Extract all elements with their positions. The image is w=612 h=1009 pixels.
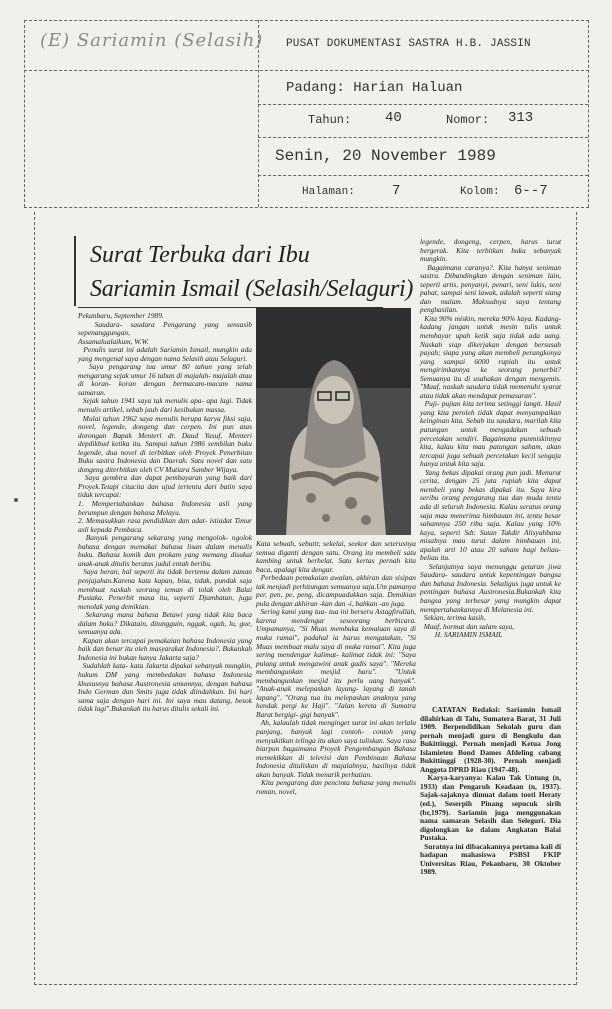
article-column-3: legende, dongeng, cerpen, harus turut bergerak. Kita terbitkan buku sebanyak mungkin. Bagaimana caranya?. Kita hanya seniman sastra. Dibandingkan dengan seniman lain, seperti artis, penyanyi, penari, seni lukis, seni pahat, sampai seni lawak, adalah seperti siang dan malam. Maksudnya saya tentang penghasilan. Kita 90% miskin, mereka 90% kaya. Kadang- kadang jangan untuk mesin tulis untuk membayar upah ketik saja tidak ada uang. Naskah siap dikerjakan dengan bersusah payah; siapa yang akan membeli perangkonya yang sampai 6000 rupiah itu untuk mengirimkannya ke seorang penerbit? Semuanya itu di usahakan dengan mengemis. "Maaf, naskah saudara tidak memenuhi syarat atau tidak akan mendapat pemasaran". Puji- pujian kita terima setinggi langit. Hasil yang kita peroleh tidak dapat menyampaikan keinginan kita. Sebab itu saudara, marilah kita patungan untuk mengadakan sebuah percetakan sendiri. Bagaimana punmiskinnya kita, kalau kita mau patungan saham, akan tercapai juga sebuah percetakan kecil sengaja hanya untuk kita saja. Yang bekas dipakai orang pun jadi. Menurut cerita, dengan 25 juta rupiah kita dapat membeli yang bekas dipakai itu. Saya kira seribu orang pengarang tua dan muda tentu ada di seluruh Indonesia. Kalau seratus orang saja mau menerima himbauan ini, tentu besar sahamnya 250 ribu saja. Kalau yang 10% kaya, seperti Sdr. Sutan Takdir Alisyahbana misalnya mau turut dalam himbauan ini, apalah arti 10 atau 20 saham bagi beliau- beliau itu. Selanjutnya saya menunggu getaran jiwa Saudara- saudara untuk kepentingan bangsa dan bahasa Indonesia. Sekaligus juga untuk ke pentingan bahasa Austronesia.Bukankah kita bangsa yang terbesar yang mungkin dapat mempertahankannya di Melanesia ini. Sekian, terima kasih, Maaf, hormat dan salam saya, H. SARIAMIN ISMAIL xyxy=(420,237,561,640)
publication: Padang: Harian Haluan xyxy=(286,80,463,96)
article-column-1: Pekanbaru, September 1989. Saudara- saudara Pengarang yang sensasib sepenanggungan, Assamalualaikum, W.W. Penulis surat ini adalah Sariamin Ismail, mungkin ada yang mengenal saya dengan nama Selasih atau Selaguri. Saya pengarang tua umur 80 tahun yang telah mengarang sejak umur 16 tahun di majalah- majalah atau di koran- koran dengan bermacam-macam nama samaran. Sejak tahun 1941 saya tak menulis apa- apa lagi. Tidak menulis artikel, sebab jauh dari kesibukan massa. Mulai tahun 1962 saya menulis berupa karya fiksi saja, novel, legende, dongeng dan cerpen. Ini pun atas dorongan Bapak Menteri dr. Daud Yusuf, Menteri depdikbud ketika itu. Sampai tahun 1986 sembilan buku legende, dua novel di terbitkan oleh Proyek Penerbitan Buku sastra Indonesia dan Daerah. Satu novel dan satu dongeng diterbitkan oleh CV Mutiara Sumber Wijaya. Saya gembira dan dapat pembayaran yang baik dari Proyek.Tetapi citacita dan ujud tertentu dari batin saya tidak tercapai: 1. Mempertahankan bahasa Indonesia asli yang berumpun dengan bahasa Melayu. 2. Memasukkan rasa pendidikan dan adat- istiadat Timur asli kepada Pembaca. Banyak pengarang sekarang yang mengolok- ngolok bahasa dengan memakai bahasa lisan dalam menulis buku. Bahasa komik dan prokam yang memang disukai anak-anak ditulis beratus judul entah beribu. Saya heran, hal seperti itu tidak bertemu dalam zaman penjajahan.Karena kata kapan, bisa, tidak, pundak saja membuat naskah seorang teman di tolak oleh Balai Pustaka. Penerbit masa itu, seperti Djambatan, juga menolak yang demikian. Sekarang mana bahasa Betawi yang tidak kita baca dalam buku? Dikatain, ditungguin, nggak, ogah, lu, gue, semuanya ada. Kapan akan tercapai pemakaian bahasa Indonesia yang baik dan benar itu oleh masyarakat Indonesia?. Bukankah Indonesia ini bukan hanya Jakarta saja? Sudahlah kata- kata Jakarta dipakai sebanyak mungkin, hukum DM yang membedakan bahasa Indonesia khususnya bahasa Austronesia umumnya, dengan bahasa Indo German dan Smits juga tidak diindahkan. Ini hari sama saja dengan hari ini. Ini saya mau datang, besok tidak lagi".Bukankah itu harus ditulis sekali ini. xyxy=(78,311,253,714)
portrait-figure xyxy=(256,308,411,535)
mount-border-bottom xyxy=(34,984,576,985)
column-value: 6--7 xyxy=(514,183,548,199)
article-column-2: Kata sebuah, sebutir, sekelai, seekor dan seterusnya semua diganti dengan satu. Orang itu membeli satu kambing untuk berhelat. Satu kertas pernah kita baca, apalagi kita dengar. Perbedaan pemakaian awalan, akhiran dan sisipan tak menjadi perhitungan semuanya saja.Um pamanya per, pen, pe, peng, dicampuadukkan saja. Demikian pula dengan akhiran -kan dan -i, bahkan -an juga. Sering kami yang tua- tua ini berseru Astagfirullah, karena mendengar seseorang berbicara. Umpamanya, "Si Muas membuka kemaluan saya di muka ramai", padahal ia harus mengatakan, "Si Muas membuat malu saya di muka ramai". Kita juga sering mendengar kalimat- kalimat tidak ini: "Saya pulang untuk mengawini anak gadis saya". "Mereka membangunkan mesjid baru". "Untuk membangunkan mesjid itu perlu uang banyak". "Anak-anak melepaskan layang- layang di tanah lapang". "Orang tua itu melepaskan anaknya yang hendak pergi ke Haji". "Jalan kereta di Sumatra Barat bergigi- gigi banyak". Ah, kalaulah tidak menginget surat ini akan terlalu panjang, banyak lagi contoh- contoh yang menyakitkan telinga itu akan saya tuliskan. Saya rasa biarpun bagaimana Proyek Pengembangan Bahasa memekikkan di televisi dan Pembinaan Bahasa Indonesia dituliskan di majalahnya, hasilnya tidak akan banyak. Tidak menarik perhatian. Kita pengarang dan pencinta bahasa yang menulis roman, novel, xyxy=(256,539,416,796)
hole-punch-mark xyxy=(14,498,18,502)
page-value: 7 xyxy=(392,183,401,199)
article-title-line2: Sariamin Ismail (Selasih/Selaguri) xyxy=(90,276,414,302)
handwritten-label: (E) Sariamin (Selasih) xyxy=(40,30,264,51)
column-label: Kolom: xyxy=(460,186,500,198)
article-title xyxy=(90,238,413,306)
page-label: Halaman: xyxy=(302,186,355,198)
editor-note: CATATAN Redaksi: Sariamin Ismail dilahirkan di Talu, Sumatera Barat, 31 Juli 1909. Berpendidikan Sekolah guru dan pernah menjadi guru di Bengkulu dan Bukittinggi. Pernah menjadi Ketua Jong Islamieten Bond Dames Afdeling cabang Bukittinggi (1928-30). Pernah menjadi Anggota DPRD Riau (1947-48). Karya-karyanya: Kalau Tak Untung (n, 1933) dan Pengaruh Keadaan (n, 1937). Sajak-sajaknya dimuat dalam tooti Heraty (ed.), Seserpih Pinang sepucuk sirih (br,1979). Sariamin juga menggunakan nama samaran Selasih dan Seleguri. Dia digolongkan ke dalam Angkatan Balai Pustaka. Suratnya ini dibacakannya pertama kali di hadapan mahasiswa PSBSI FKIP Universitas Riau, Pekanbaru, 30 Oktober 1989. xyxy=(420,705,562,877)
archive-title: PUSAT DOKUMENTASI SASTRA H.B. JASSIN xyxy=(286,38,531,50)
number-label: Nomor: xyxy=(446,113,490,127)
mount-border-right xyxy=(576,212,577,985)
portrait-photo xyxy=(256,308,411,535)
article-title-line1: Surat Terbuka dari Ibu xyxy=(90,242,310,268)
year-value: 40 xyxy=(385,110,402,126)
mount-border-left xyxy=(34,212,35,985)
year-label: Tahun: xyxy=(308,113,352,127)
title-rule-left xyxy=(74,236,76,306)
date: Senin, 20 November 1989 xyxy=(275,147,496,165)
number-value: 313 xyxy=(508,110,534,126)
index-card xyxy=(0,0,612,230)
